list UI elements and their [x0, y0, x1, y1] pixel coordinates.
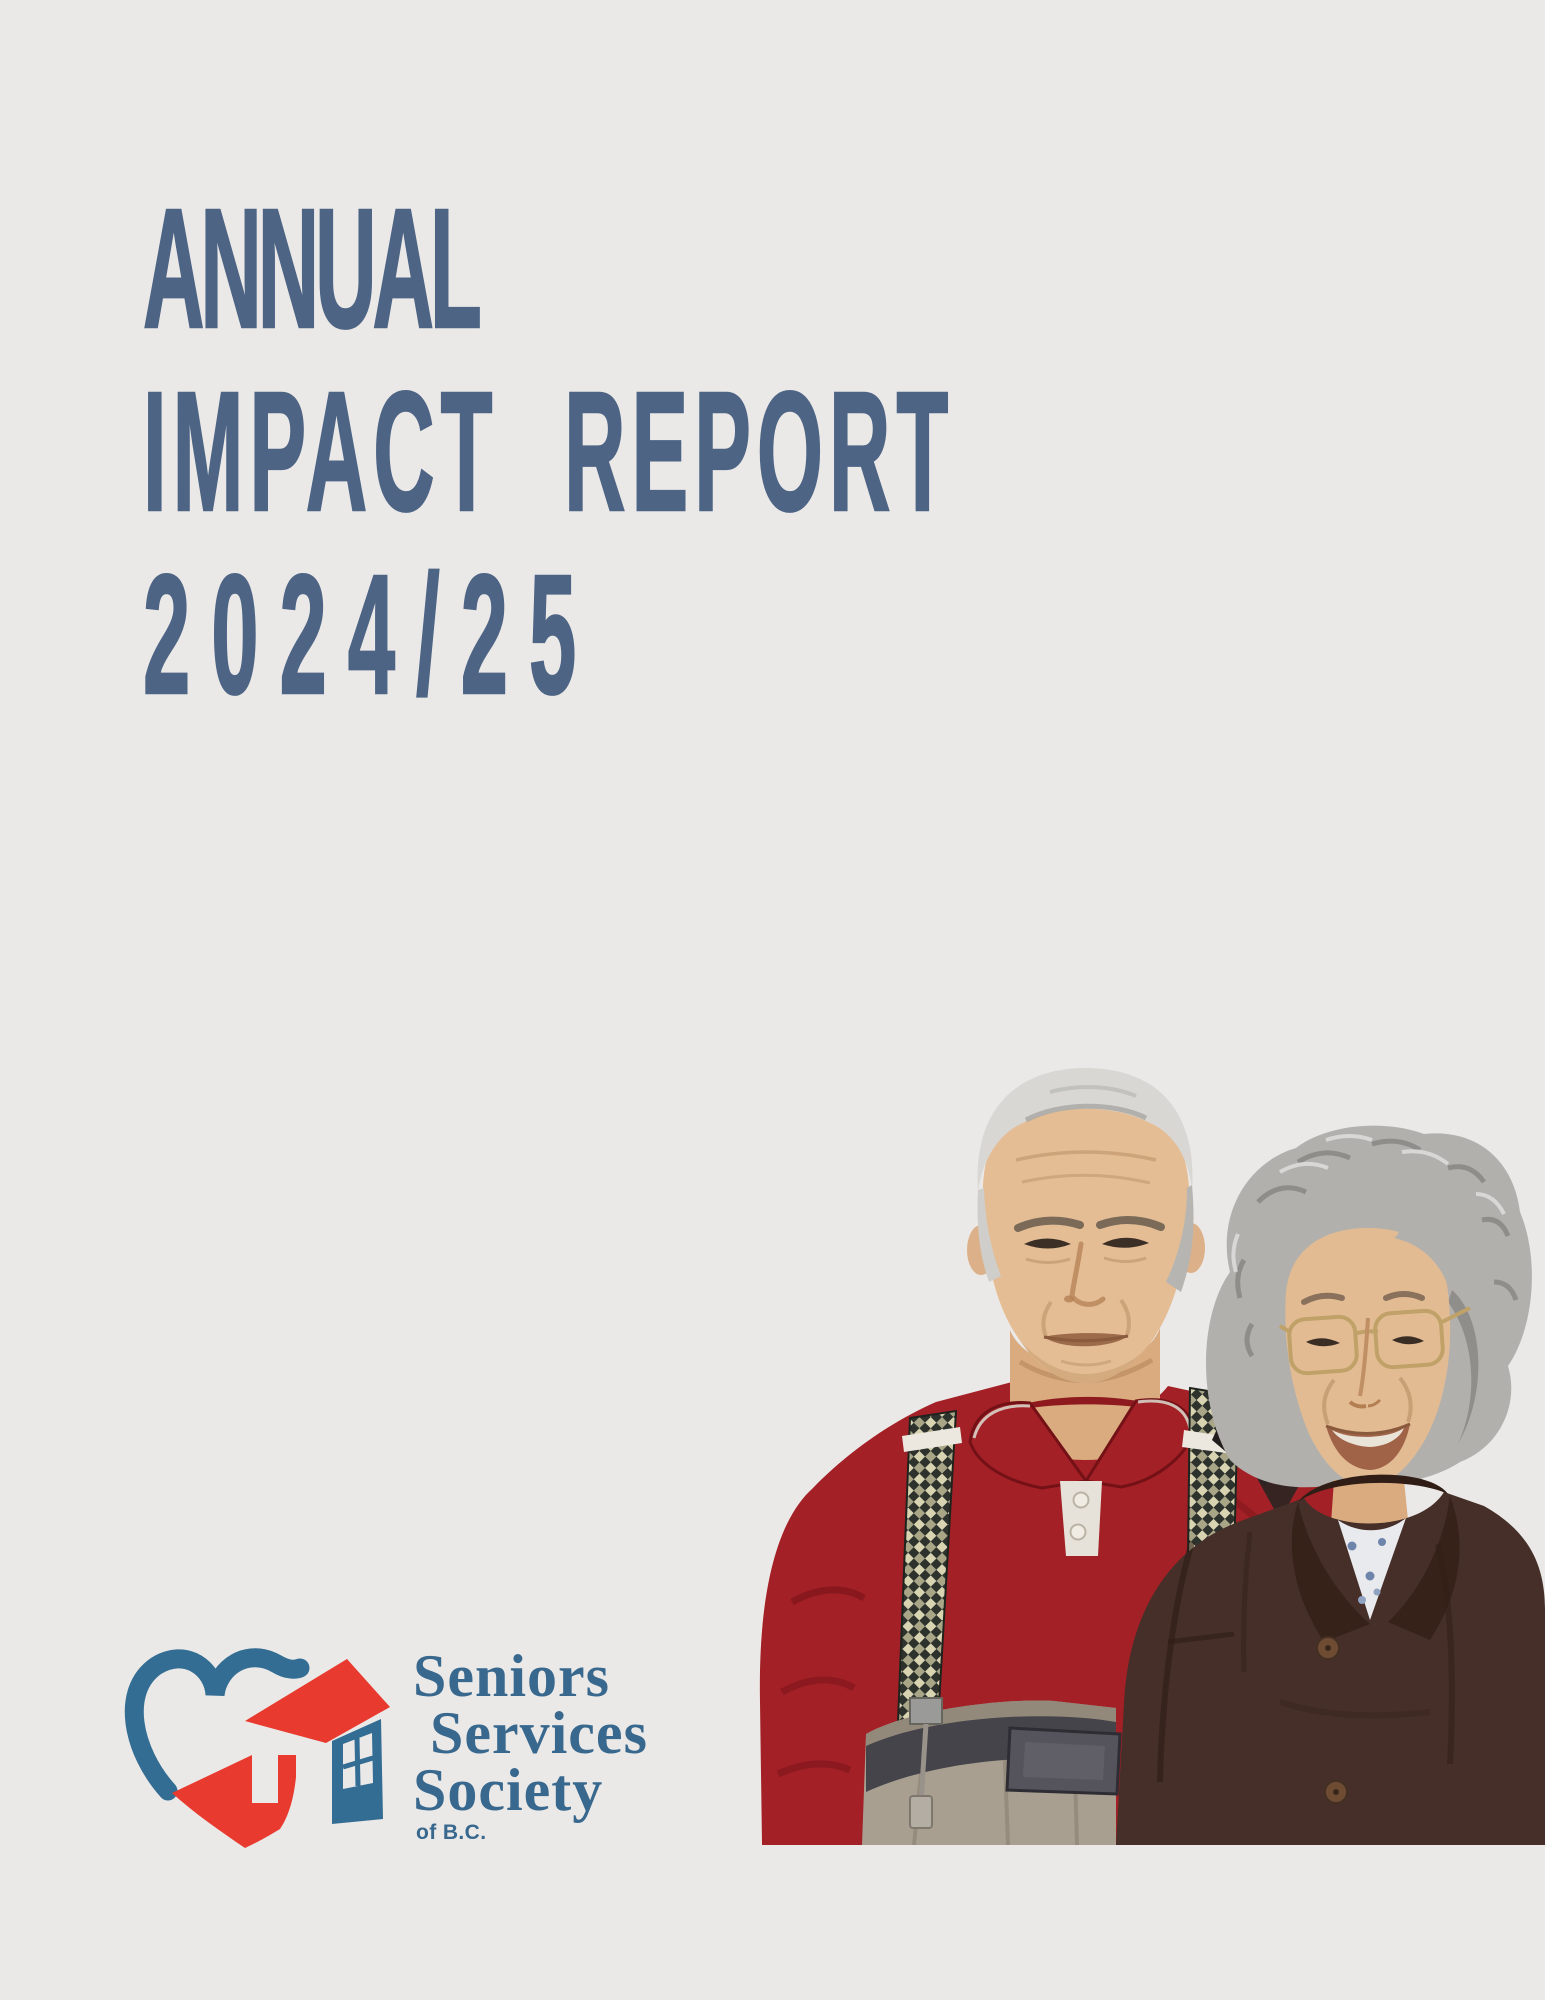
heart-house-logo-icon — [110, 1645, 400, 1855]
org-name-line-2: Services — [430, 1700, 648, 1766]
couple-photo — [580, 840, 1545, 1845]
org-name-line-3: Society — [413, 1757, 604, 1823]
org-name-line-4: of B.C. — [416, 1821, 487, 1844]
page-title — [143, 174, 1545, 730]
org-name — [413, 1643, 648, 1846]
title-line-year: 2024/25 — [143, 540, 598, 730]
title-line-impact-report: IMPACT REPORT — [143, 357, 955, 547]
title-line-annual: ANNUAL — [143, 174, 478, 364]
org-name-line-1: Seniors — [413, 1643, 611, 1709]
